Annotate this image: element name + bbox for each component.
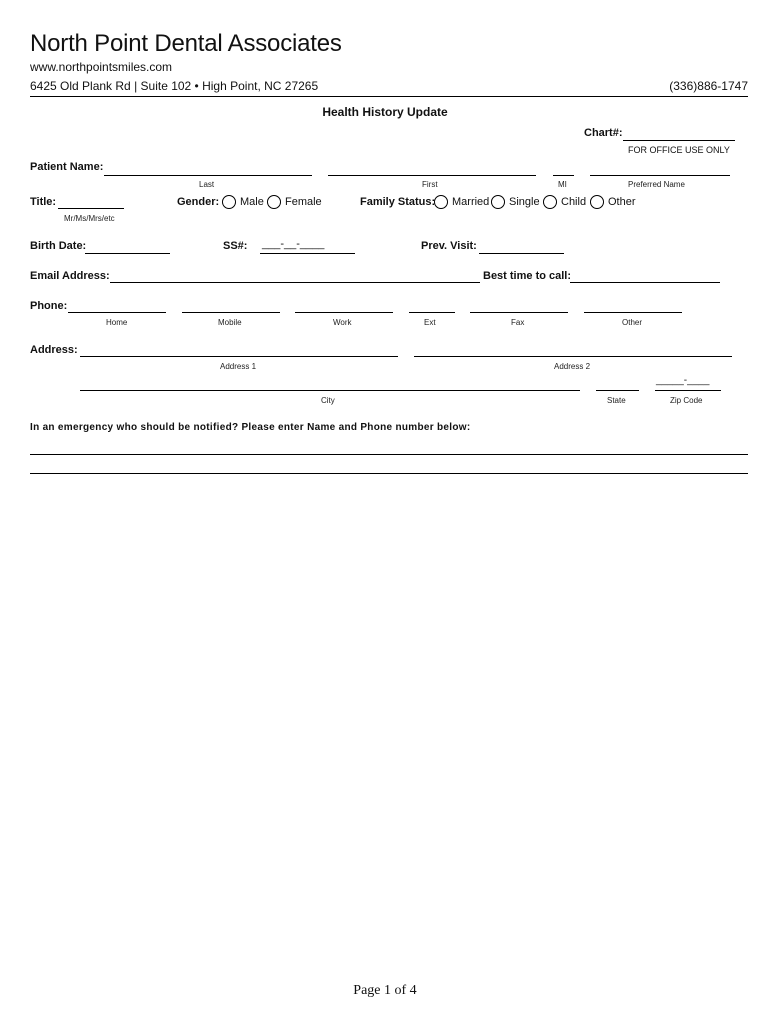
gender-option-female[interactable]: Female: [267, 195, 322, 209]
phone-ext-caption: Ext: [424, 318, 436, 327]
radio-icon: [491, 195, 505, 209]
emergency-prompt: In an emergency who should be notified? Please enter Name and Phone number below:: [30, 422, 471, 433]
office-use-note: FOR OFFICE USE ONLY: [628, 145, 730, 155]
family-status-other[interactable]: Other: [590, 195, 636, 209]
mi-caption: MI: [558, 180, 567, 189]
best-time-label: Best time to call:: [483, 270, 572, 282]
phone-fax-caption: Fax: [511, 318, 525, 327]
mi-field[interactable]: [553, 175, 574, 176]
page-number: Page 1 of 4: [353, 983, 417, 998]
gender-option-male[interactable]: Male: [222, 195, 264, 209]
chart-number-field[interactable]: [623, 140, 735, 141]
practice-name: North Point Dental Associates: [30, 30, 342, 57]
ss-label: SS#:: [223, 240, 248, 252]
phone-home-caption: Home: [106, 318, 128, 327]
first-name-field[interactable]: [328, 175, 536, 176]
last-name-caption: Last: [199, 180, 215, 189]
address1-caption: Address 1: [220, 362, 257, 371]
preferred-name-field[interactable]: [590, 175, 730, 176]
birth-date-field[interactable]: [85, 253, 170, 254]
phone-other-caption: Other: [622, 318, 643, 327]
state-field[interactable]: [596, 390, 639, 391]
zip-caption: Zip Code: [670, 396, 703, 405]
gender-label: Gender:: [177, 196, 220, 208]
email-label: Email Address:: [30, 270, 110, 282]
patient-name-label: Patient Name:: [30, 161, 104, 173]
phone-home-field[interactable]: [68, 312, 166, 313]
phone-fax-field[interactable]: [470, 312, 568, 313]
phone-label: Phone:: [30, 300, 68, 312]
first-name-caption: First: [422, 180, 438, 189]
emergency-line-2[interactable]: [30, 473, 748, 474]
prev-visit-field[interactable]: [479, 253, 564, 254]
address-label: Address:: [30, 344, 78, 356]
email-field[interactable]: [110, 282, 480, 283]
radio-icon: [543, 195, 557, 209]
practice-address: 6425 Old Plank Rd | Suite 102 • High Point, NC 27265: [30, 79, 319, 93]
city-field[interactable]: [80, 390, 580, 391]
title-label: Title:: [30, 196, 57, 208]
zip-field[interactable]: [655, 390, 721, 391]
practice-phone: (336)886-1747: [669, 79, 748, 93]
phone-work-field[interactable]: [295, 312, 393, 313]
family-status-label: Family Status:: [360, 196, 436, 208]
family-status-child[interactable]: Child: [543, 195, 586, 209]
header-divider: [30, 96, 748, 97]
radio-icon: [222, 195, 236, 209]
phone-work-caption: Work: [333, 318, 352, 327]
form-title: Health History Update: [322, 105, 448, 119]
phone-other-field[interactable]: [584, 312, 682, 313]
address2-caption: Address 2: [554, 362, 591, 371]
preferred-name-caption: Preferred Name: [628, 180, 685, 189]
family-status-married[interactable]: Married: [434, 195, 489, 209]
zip-mask: _____-____: [656, 375, 710, 386]
chart-label: Chart#:: [584, 127, 623, 139]
address1-field[interactable]: [80, 356, 398, 357]
prev-visit-label: Prev. Visit:: [421, 240, 477, 252]
radio-icon: [434, 195, 448, 209]
ss-mask: ___-__-____: [262, 238, 325, 250]
phone-mobile-caption: Mobile: [218, 318, 242, 327]
address2-field[interactable]: [414, 356, 732, 357]
radio-icon: [267, 195, 281, 209]
best-time-field[interactable]: [570, 282, 720, 283]
title-hint: Mr/Ms/Mrs/etc: [64, 214, 115, 223]
practice-website: www.northpointsmiles.com: [30, 60, 173, 74]
phone-ext-field[interactable]: [409, 312, 455, 313]
emergency-line-1[interactable]: [30, 454, 748, 455]
family-status-single[interactable]: Single: [491, 195, 540, 209]
city-caption: City: [321, 396, 335, 405]
birth-date-label: Birth Date:: [30, 240, 87, 252]
last-name-field[interactable]: [104, 175, 312, 176]
ss-field[interactable]: [260, 253, 355, 254]
radio-icon: [590, 195, 604, 209]
phone-mobile-field[interactable]: [182, 312, 280, 313]
state-caption: State: [607, 396, 626, 405]
title-field[interactable]: [58, 208, 124, 209]
